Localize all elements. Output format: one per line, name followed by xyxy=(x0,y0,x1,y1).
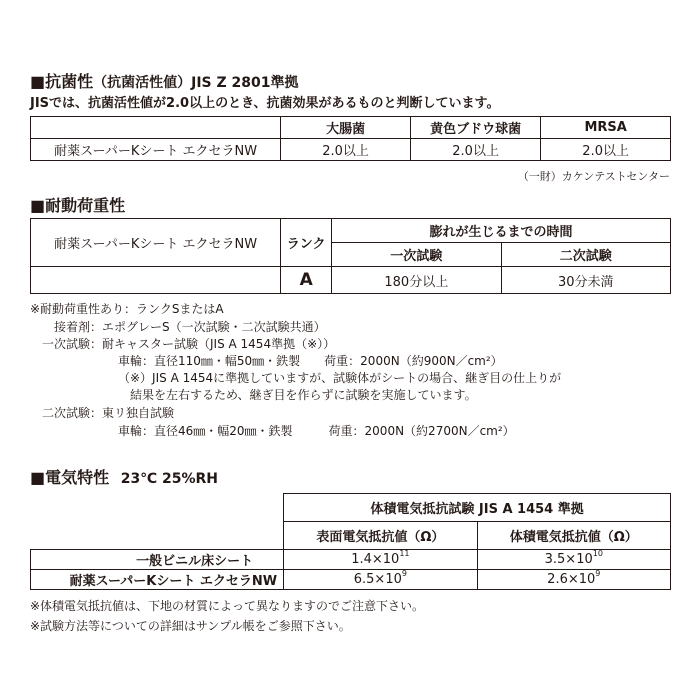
load-note: 結果を左右するため、継ぎ目を作らずに試験を実施しています。 xyxy=(130,388,477,402)
volume-value-exp: 10 xyxy=(592,549,603,558)
volume-value-base: 3.5×10 xyxy=(544,552,593,567)
volume-resistance-header: 体積電気抵抗値（Ω） xyxy=(477,522,670,550)
time-header: 膨れが生じるまでの時間 xyxy=(332,219,671,243)
product-name: 耐薬スーパーKシート エクセラNW xyxy=(31,139,281,161)
rank-value: A xyxy=(281,267,332,294)
load-note: 一次試験：耐キャスター試験（JIS A 1454準拠（※）） xyxy=(42,337,336,351)
electrical-note: ※体積電気抵抗値は、下地の材質によって異なりますのでご注意下さい。 xyxy=(30,599,425,613)
surface-value-base: 6.5×10 xyxy=(353,572,402,587)
load-note: 接着剤：エポグレーS（一次試験・二次試験共通） xyxy=(54,320,326,334)
resistance-test-header: 体積電気抵抗試験 JIS A 1454 準拠 xyxy=(284,494,671,522)
load-note: 二次試験：東リ独自試験 xyxy=(42,406,175,420)
surface-value-base: 1.4×10 xyxy=(351,552,400,567)
volume-value xyxy=(477,570,670,590)
empty-cell xyxy=(31,117,281,139)
value-staph: 2.0以上 xyxy=(410,139,540,161)
volume-value-exp: 9 xyxy=(595,569,601,578)
col-mrsa: MRSA xyxy=(541,117,671,139)
antibacterial-heading-text: ■抗菌性 xyxy=(30,72,94,91)
value-ecoli: 2.0以上 xyxy=(281,139,411,161)
electrical-note: ※試験方法等についての詳細はサンプル帳をご参照下さい。 xyxy=(30,619,351,633)
second-test-value: 30分未満 xyxy=(501,267,670,294)
empty-cell xyxy=(31,494,284,550)
antibacterial-heading-paren: （抗菌活性値）JIS Z 2801準拠 xyxy=(93,75,299,91)
antibacterial-description: JISでは、抗菌活性値が2.0以上のとき、抗菌効果があるものと判断しています。 xyxy=(30,96,500,111)
surface-resistance-header: 表面電気抵抗値（Ω） xyxy=(284,522,477,550)
first-test-header: 一次試験 xyxy=(332,243,502,267)
test-source: （一財）カケンテストセンター xyxy=(517,170,670,183)
load-note: 車輪：直径110㎜・幅50㎜・鉄製 荷重：2000N（約900N／cm²） xyxy=(118,354,503,368)
volume-value-base: 2.6×10 xyxy=(547,572,596,587)
surface-value-exp: 11 xyxy=(399,549,410,558)
electrical-table xyxy=(30,493,671,590)
load-product-name: 耐薬スーパーKシート エクセラNW xyxy=(31,219,281,267)
load-note: 車輪：直径46㎜・幅20㎜・鉄製 荷重：2000N（約2700N／cm²） xyxy=(118,424,515,438)
row-name: 耐薬スーパーKシート エクセラNW xyxy=(31,570,284,590)
load-note: ※耐動荷重性あり：ランクSまたはA xyxy=(30,302,224,316)
value-mrsa: 2.0以上 xyxy=(541,139,671,161)
antibacterial-heading xyxy=(30,69,299,92)
col-ecoli: 大腸菌 xyxy=(281,117,411,139)
electrical-condition: 23℃ 25%RH xyxy=(120,471,219,487)
col-staph: 黄色ブドウ球菌 xyxy=(410,117,540,139)
electrical-heading xyxy=(30,465,218,488)
surface-value xyxy=(284,570,477,590)
surface-value xyxy=(284,550,477,570)
load-heading: ■耐動荷重性 xyxy=(30,196,126,215)
volume-value xyxy=(477,550,670,570)
second-test-header: 二次試験 xyxy=(501,243,670,267)
row-name: 一般ビニル床シート xyxy=(31,550,284,570)
first-test-value: 180分以上 xyxy=(332,267,502,294)
load-note: （※）JIS A 1454に準拠していますが、試験体がシートの場合、継ぎ目の仕上りが xyxy=(118,371,562,385)
surface-value-exp: 9 xyxy=(401,569,407,578)
empty-cell xyxy=(31,267,281,294)
load-table xyxy=(30,218,671,294)
rank-header: ランク xyxy=(281,219,332,267)
electrical-heading-text: ■電気特性 xyxy=(30,468,110,487)
antibacterial-table xyxy=(30,116,671,161)
